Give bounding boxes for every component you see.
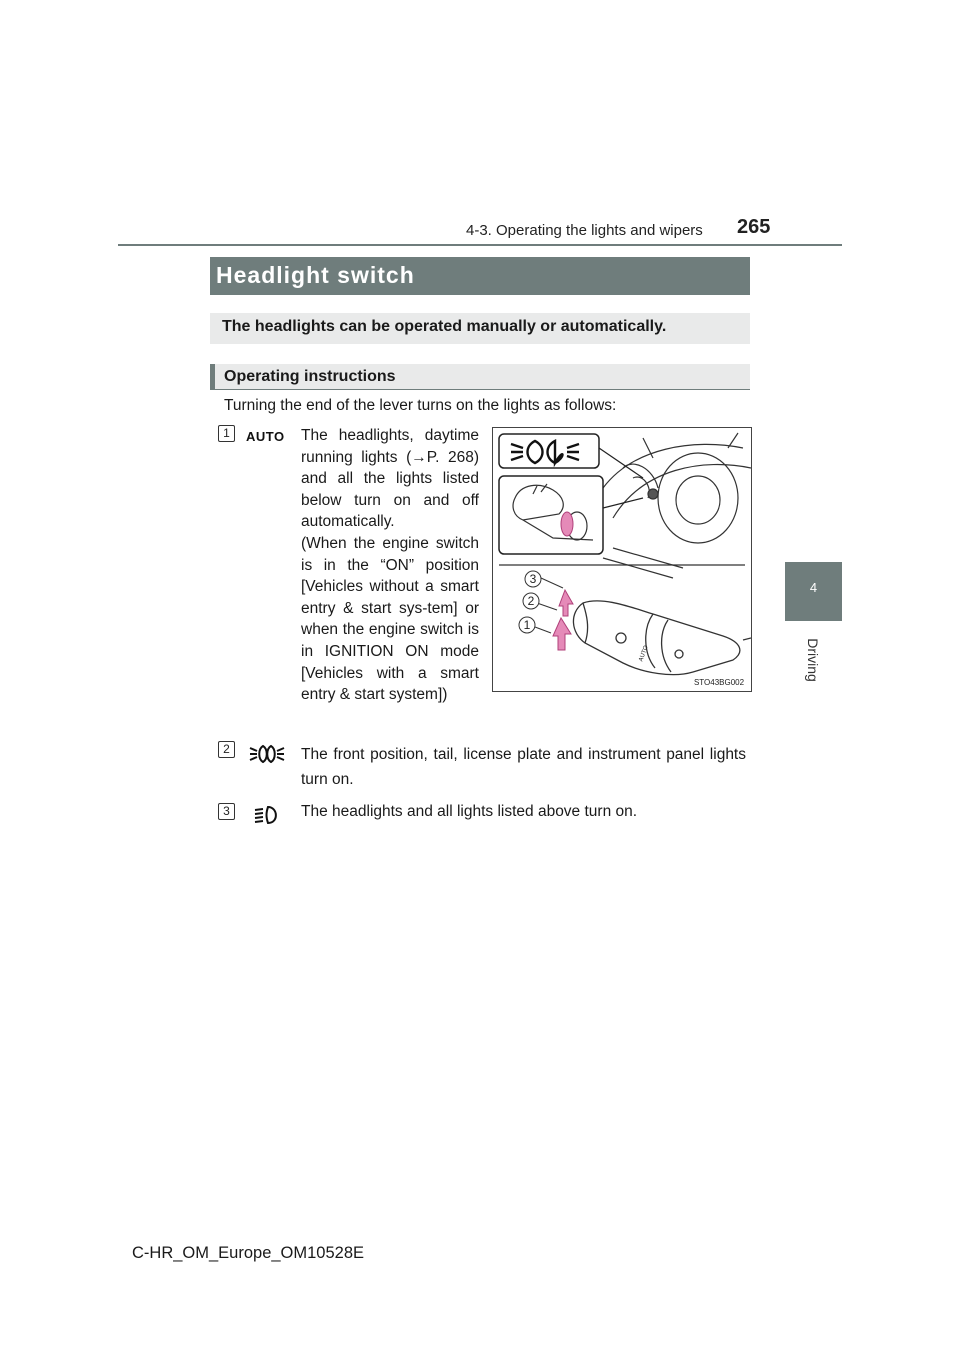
subheading-accent [210,364,215,389]
running-header-section: 4-3. Operating the lights and wipers [466,222,703,239]
chapter-number: 4 [809,580,818,595]
document-code: C-HR_OM_Europe_OM10528E [132,1244,365,1262]
figure-callout-1-label: 1 [523,618,531,632]
page-number: 265 [737,216,771,238]
item-marker-2: 2 [218,741,235,758]
page-title: Headlight switch [216,262,415,288]
item-marker-1: 1 [218,425,235,442]
item-2-description: The front position, tail, license plate and instrument panel lights turn on. [301,746,746,788]
item-3-description: The headlights and all lights listed above turn on. [301,803,638,820]
figure-illustration [493,428,751,691]
subheading: Operating instructions [224,368,396,385]
headlight-icon [252,803,282,827]
item-1-text-b: (When the engine switch is in the “ON” position [Vehicles without a smart entry & start sys-tem] or when the engine switch is in IGNITION ON mode [Vehicles with a smart entry & start system]) [301,534,479,704]
figure-switch-label: AUTO [638,644,650,663]
item-1-description [301,425,479,706]
intro-text: Turning the end of the lever turns on the lights as follows: [224,397,617,414]
figure-code: STO43BG002 [693,678,745,687]
summary-text: The headlights can be operated manually or automatically. [222,318,667,335]
side-light-icon [248,742,286,766]
header-rule [118,244,842,246]
item-1-text-a: The headlights, daytime running lights (→P. 268) and all the lights listed below turn on and off automatically. [301,427,479,531]
subheading-underline [210,389,750,390]
item-marker-3: 3 [218,803,235,820]
headlight-switch-figure [492,427,752,692]
auto-light-icon: AUTO [246,429,285,444]
figure-callout-2-label: 2 [527,594,535,608]
figure-callout-3-label: 3 [529,572,537,586]
chapter-name: Driving [805,638,821,682]
